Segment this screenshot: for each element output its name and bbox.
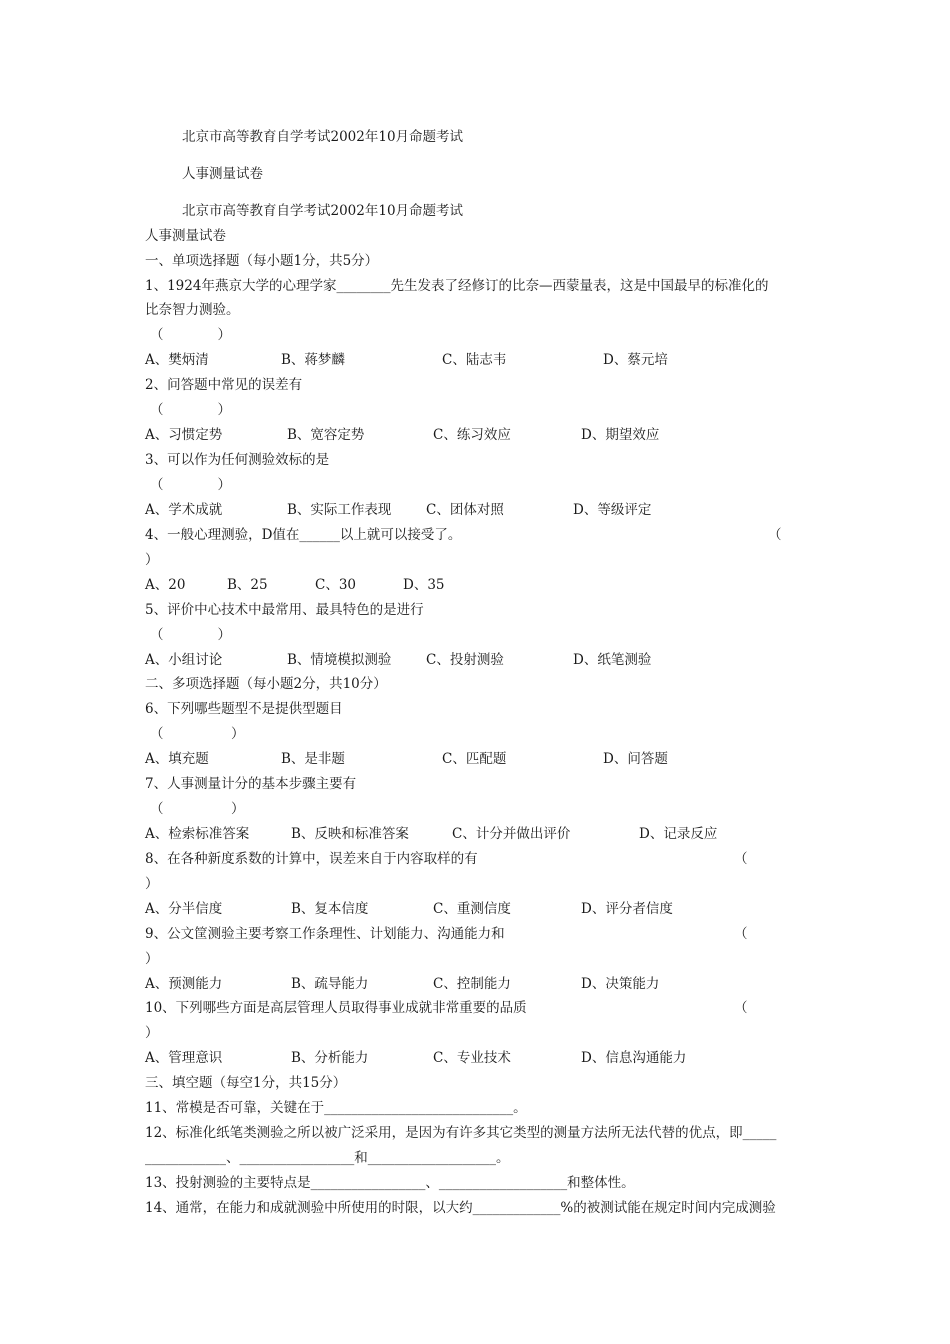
option-c: C、匹配题: [442, 751, 507, 767]
option-a: A、管理意识: [145, 1050, 223, 1066]
answer-paren-open: （: [768, 527, 782, 543]
question-stem: 10、下列哪些方面是高层管理人员取得事业成就非常重要的品质: [145, 1000, 527, 1016]
fill-question: 11、常模是否可靠，关键在于____________________________。: [145, 1100, 527, 1116]
question-stem: 1、1924年燕京大学的心理学家________先生发表了经修订的比奈—西蒙量表，这是中国最早的标准化的: [145, 278, 769, 294]
option-b: B、情境模拟测验: [287, 652, 392, 668]
option-d: D、蔡元培: [603, 352, 668, 368]
fill-question: 12、标准化纸笔类测验之所以被广泛采用，是因为有许多其它类型的测量方法所无法代替的优点，即_____: [145, 1125, 777, 1141]
option-d: D、决策能力: [581, 976, 660, 992]
question-stem: 4、一般心理测验，D值在______以上就可以接受了。: [145, 527, 462, 543]
option-a: A、填充题: [145, 751, 209, 767]
option-c: C、陆志韦: [442, 352, 507, 368]
option-d: D、记录反应: [639, 826, 718, 842]
fill-question-cont: ____________、_________________和___________________。: [145, 1150, 510, 1166]
section-title: 三、填空题（每空1分，共15分）: [145, 1075, 347, 1091]
option-b: B、25: [227, 577, 268, 593]
answer-paren-close: ）: [145, 876, 159, 892]
question-stem: 7、人事测量计分的基本步骤主要有: [145, 776, 357, 792]
option-c: C、投射测验: [426, 652, 504, 668]
option-a: A、20: [145, 577, 186, 593]
option-b: B、反映和标准答案: [291, 826, 409, 842]
fill-question: 13、投射测验的主要特点是_________________、___________________和整体性。: [145, 1175, 635, 1191]
answer-parentheses: （ ）: [150, 477, 231, 493]
section-title: 二、多项选择题（每小题2分，共10分）: [145, 676, 387, 692]
answer-paren-close: ）: [145, 1025, 159, 1041]
option-d: D、35: [403, 577, 445, 593]
option-b: B、是非题: [281, 751, 345, 767]
fill-question: 14、通常，在能力和成就测验中所使用的时限，以大约_____________%的被测试能在规定时间内完成测验: [145, 1200, 776, 1216]
option-d: D、信息沟通能力: [581, 1050, 687, 1066]
exam-subtitle: 人事测量试卷: [145, 228, 226, 244]
answer-paren-close: ）: [145, 552, 159, 568]
answer-parentheses: （ ）: [150, 627, 231, 643]
option-a: A、学术成就: [145, 502, 223, 518]
option-d: D、等级评定: [573, 502, 652, 518]
option-c: C、控制能力: [433, 976, 511, 992]
option-b: B、宽容定势: [287, 427, 365, 443]
option-a: A、小组讨论: [145, 652, 223, 668]
question-stem: 3、可以作为任何测验效标的是: [145, 452, 330, 468]
option-b: B、分析能力: [291, 1050, 369, 1066]
exam-header-line: 北京市高等教育自学考试2002年10月命题考试: [182, 129, 464, 145]
option-c: C、团体对照: [426, 502, 504, 518]
option-d: D、期望效应: [581, 427, 660, 443]
option-c: C、练习效应: [433, 427, 511, 443]
question-stem-cont: 比奈智力测验。: [145, 302, 240, 318]
answer-paren-open: （: [734, 851, 748, 867]
option-d: D、纸笔测验: [573, 652, 652, 668]
option-a: A、樊炳清: [145, 352, 209, 368]
section-title: 一、单项选择题（每小题1分，共5分）: [145, 253, 379, 269]
exam-header-line: 北京市高等教育自学考试2002年10月命题考试: [182, 203, 464, 219]
question-stem: 9、公文筐测验主要考察工作条理性、计划能力、沟通能力和: [145, 926, 505, 942]
question-stem: 2、问答题中常见的误差有: [145, 377, 303, 393]
answer-parentheses: （ ）: [150, 327, 231, 343]
option-c: C、重测信度: [433, 901, 511, 917]
question-stem: 5、评价中心技术中最常用、最具特色的是进行: [145, 602, 424, 618]
option-a: A、习惯定势: [145, 427, 223, 443]
question-stem: 8、在各种新度系数的计算中，误差来自于内容取样的有: [145, 851, 478, 867]
option-d: D、问答题: [603, 751, 668, 767]
option-b: B、蒋梦麟: [281, 352, 345, 368]
option-a: A、预测能力: [145, 976, 223, 992]
exam-subtitle: 人事测量试卷: [182, 166, 263, 182]
answer-paren-open: （: [734, 1000, 748, 1016]
option-c: C、30: [315, 577, 357, 593]
answer-parentheses: （ ）: [150, 801, 245, 817]
option-a: A、检索标准答案: [145, 826, 250, 842]
answer-parentheses: （ ）: [150, 402, 231, 418]
option-b: B、复本信度: [291, 901, 369, 917]
option-b: B、实际工作表现: [287, 502, 392, 518]
option-c: C、专业技术: [433, 1050, 511, 1066]
option-c: C、计分并做出评价: [452, 826, 571, 842]
option-b: B、疏导能力: [291, 976, 369, 992]
answer-paren-close: ）: [145, 951, 159, 967]
answer-paren-open: （: [734, 926, 748, 942]
option-d: D、评分者信度: [581, 901, 673, 917]
question-stem: 6、下列哪些题型不是提供型题目: [145, 701, 343, 717]
option-a: A、分半信度: [145, 901, 223, 917]
answer-parentheses: （ ）: [150, 726, 245, 742]
